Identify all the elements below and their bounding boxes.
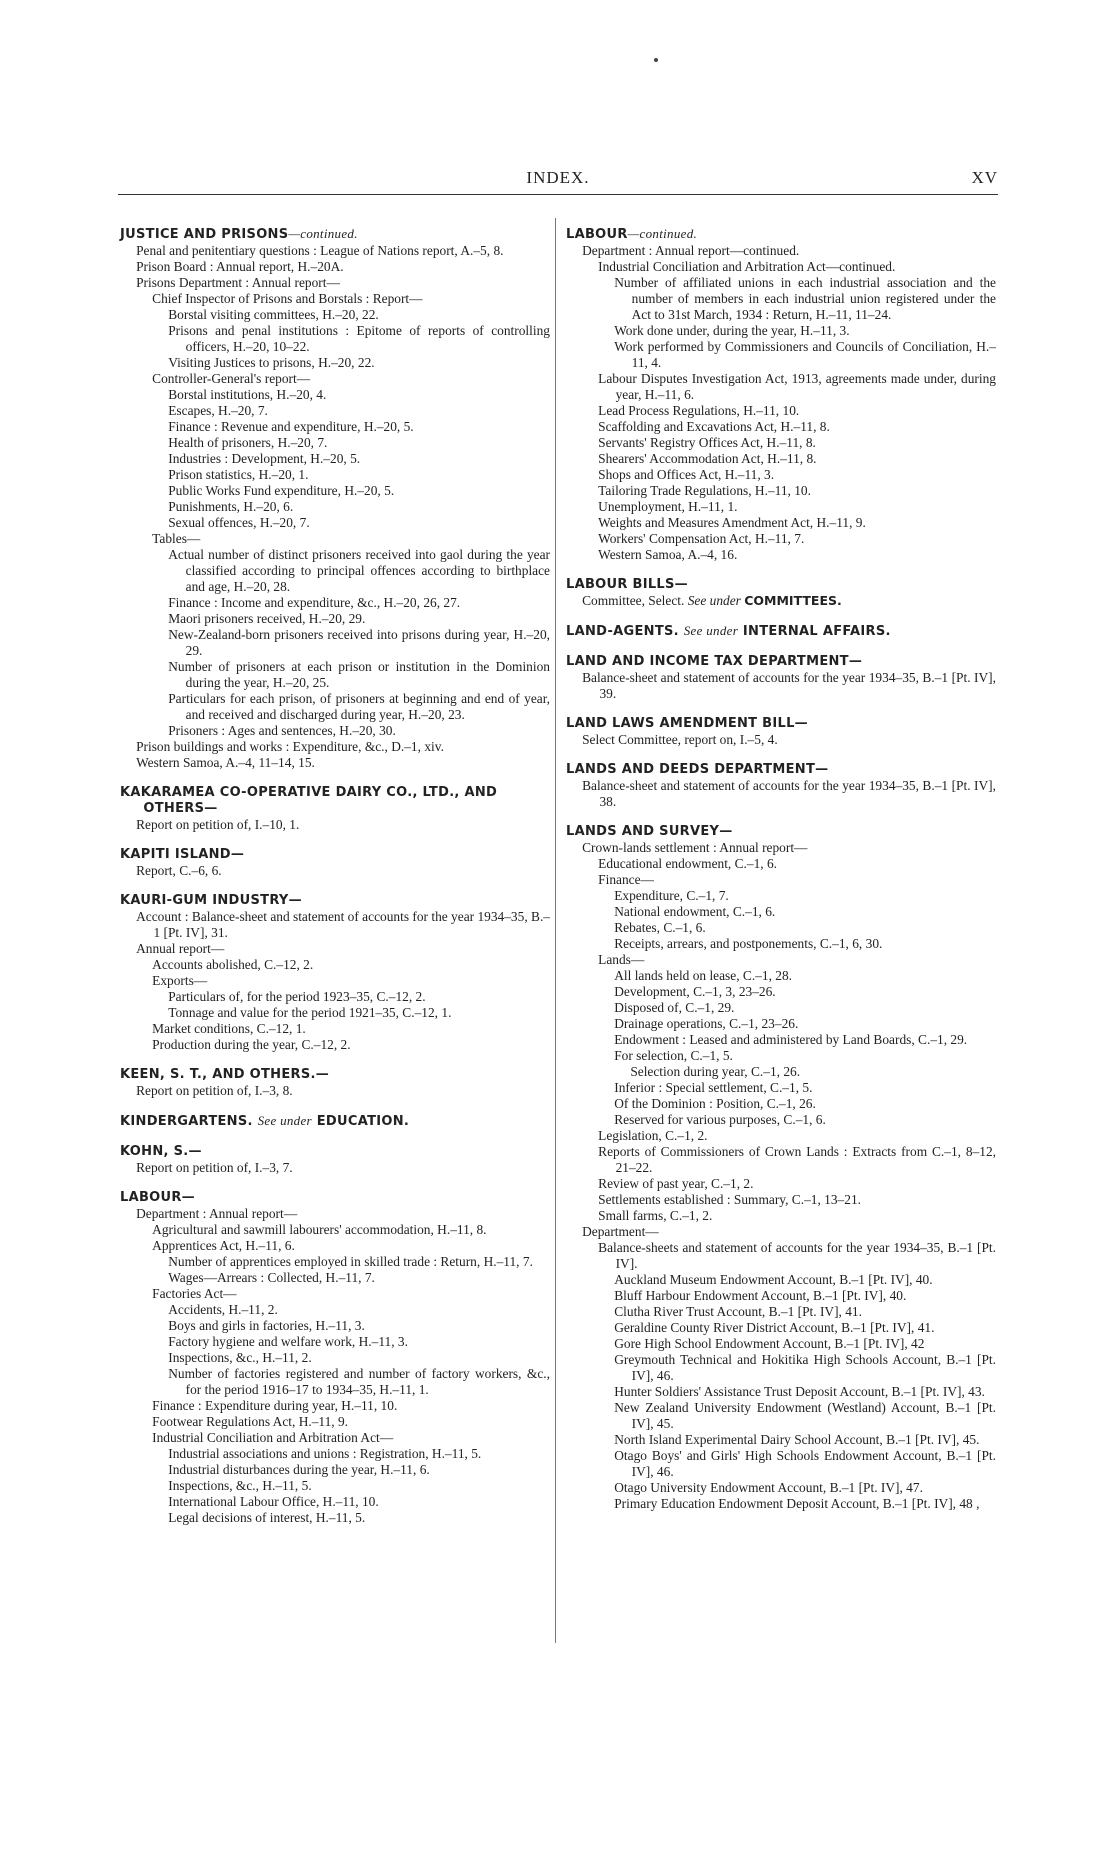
index-heading bbox=[566, 654, 996, 670]
entry-text: Hunter Soldiers' Assistance Trust Deposit Account, B.–1 [Pt. IV], 43. bbox=[614, 1384, 985, 1399]
entry-text: Report on petition of, I.–10, 1. bbox=[136, 817, 300, 832]
index-entry bbox=[168, 419, 550, 435]
entry-text: Department : Annual report— bbox=[136, 1206, 298, 1221]
index-entry bbox=[152, 1222, 550, 1238]
entry-text: International Labour Office, H.–11, 10. bbox=[168, 1494, 379, 1509]
entry-text: Finance— bbox=[598, 872, 654, 887]
entry-text: Primary Education Endowment Deposit Account, B.–1 [Pt. IV], 48 , bbox=[614, 1496, 980, 1511]
heading-text: KEEN, S. T., AND OTHERS.— bbox=[120, 1067, 330, 1082]
heading-text: LAND AND INCOME TAX DEPARTMENT— bbox=[566, 654, 863, 669]
index-entry bbox=[598, 451, 996, 467]
index-entry bbox=[168, 1366, 550, 1398]
heading-text: LABOUR— bbox=[120, 1190, 195, 1205]
entry-text: For selection, C.–1, 5. bbox=[614, 1048, 733, 1063]
entry-text: Receipts, arrears, and postponements, C.–1, 6, 30. bbox=[614, 936, 883, 951]
index-entry bbox=[168, 307, 550, 323]
entry-text: Work performed by Commissioners and Councils of Conciliation, H.–11, 4. bbox=[614, 339, 996, 370]
index-entry bbox=[168, 451, 550, 467]
entry-text: Of the Dominion : Position, C.–1, 26. bbox=[614, 1096, 816, 1111]
heading-text: LAND-AGENTS. bbox=[566, 624, 679, 639]
entry-text: Drainage operations, C.–1, 23–26. bbox=[614, 1016, 799, 1031]
page-number: XV bbox=[971, 168, 998, 187]
entry-text: Number of factories registered and number of factory workers, &c., for the period 1916–17 to 1934–35, H.–11, 1. bbox=[168, 1366, 550, 1397]
index-entry bbox=[614, 323, 996, 339]
entry-text: Rebates, C.–1, 6. bbox=[614, 920, 706, 935]
entry-text: Prison statistics, H.–20, 1. bbox=[168, 467, 309, 482]
stray-mark bbox=[654, 58, 658, 62]
index-entry bbox=[136, 275, 550, 291]
index-entry bbox=[168, 1350, 550, 1366]
index-entry bbox=[152, 957, 550, 973]
entry-text: All lands held on lease, C.–1, 28. bbox=[614, 968, 793, 983]
entry-text: Tables— bbox=[152, 531, 201, 546]
entry-text: Balance-sheet and statement of accounts for the year 1934–35, B.–1 [Pt. IV], 38. bbox=[582, 778, 996, 809]
index-heading bbox=[120, 1190, 550, 1206]
index-entry bbox=[168, 515, 550, 531]
index-entry bbox=[614, 1032, 996, 1048]
index-entry bbox=[168, 387, 550, 403]
entry-text: Work done under, during the year, H.–11, 3. bbox=[614, 323, 850, 338]
index-entry bbox=[614, 1016, 996, 1032]
index-entry bbox=[598, 371, 996, 403]
entry-text: Number of apprentices employed in skilled trade : Return, H.–11, 7. bbox=[168, 1254, 533, 1269]
entry-text: Apprentices Act, H.–11, 6. bbox=[152, 1238, 295, 1253]
index-entry bbox=[168, 1270, 550, 1286]
index-entry bbox=[168, 595, 550, 611]
index-entry bbox=[614, 1432, 996, 1448]
entry-text: Prisons and penal institutions : Epitome of reports of controlling officers, H.–20, 10–22. bbox=[168, 323, 550, 354]
index-entry bbox=[136, 755, 550, 771]
index-entry bbox=[598, 403, 996, 419]
entry-text: Shearers' Accommodation Act, H.–11, 8. bbox=[598, 451, 817, 466]
index-entry bbox=[152, 531, 550, 547]
entry-text: Agricultural and sawmill labourers' accommodation, H.–11, 8. bbox=[152, 1222, 487, 1237]
index-entry bbox=[168, 989, 550, 1005]
index-entry bbox=[168, 467, 550, 483]
entry-text: Controller-General's report— bbox=[152, 371, 311, 386]
entry-text: Department— bbox=[582, 1224, 659, 1239]
index-entry bbox=[136, 909, 550, 941]
heading-text: KINDERGARTENS. bbox=[120, 1114, 253, 1129]
index-heading bbox=[120, 1113, 550, 1130]
index-entry bbox=[168, 611, 550, 627]
page-header bbox=[118, 168, 998, 192]
index-entry bbox=[598, 1128, 996, 1144]
index-entry bbox=[168, 1478, 550, 1494]
index-entry bbox=[152, 1037, 550, 1053]
header-rule bbox=[118, 194, 998, 195]
entry-text: Wages—Arrears : Collected, H.–11, 7. bbox=[168, 1270, 375, 1285]
entry-text: Escapes, H.–20, 7. bbox=[168, 403, 268, 418]
entry-text: Western Samoa, A.–4, 11–14, 15. bbox=[136, 755, 315, 770]
entry-text: Punishments, H.–20, 6. bbox=[168, 499, 294, 514]
index-entry bbox=[614, 1496, 996, 1512]
index-heading bbox=[566, 577, 996, 593]
entry-text: Gore High School Endowment Account, B.–1 [Pt. IV], 42 bbox=[614, 1336, 925, 1351]
index-entry bbox=[136, 739, 550, 755]
entry-text: Report on petition of, I.–3, 7. bbox=[136, 1160, 293, 1175]
entry-text: Balance-sheets and statement of accounts for the year 1934–35, B.–1 [Pt. IV]. bbox=[598, 1240, 996, 1271]
index-entry bbox=[168, 1462, 550, 1478]
heading-text: LANDS AND DEEDS DEPARTMENT— bbox=[566, 762, 829, 777]
index-entry bbox=[598, 515, 996, 531]
index-heading bbox=[566, 623, 996, 640]
index-entry bbox=[614, 1352, 996, 1384]
index-entry bbox=[598, 259, 996, 275]
entry-text: Finance : Income and expenditure, &c., H.–20, 26, 27. bbox=[168, 595, 461, 610]
entry-text: Legislation, C.–1, 2. bbox=[598, 1128, 708, 1143]
entry-text: Actual number of distinct prisoners received into gaol during the year classified according to principal offences according to birthplace and age, H.–20, 28. bbox=[168, 547, 550, 594]
index-entry bbox=[168, 723, 550, 739]
index-entry bbox=[614, 1288, 996, 1304]
index-entry bbox=[614, 936, 996, 952]
heading-text: KAKARAMEA CO-OPERATIVE DAIRY CO., LTD., AND OTHERS— bbox=[120, 785, 498, 816]
entry-text: Bluff Harbour Endowment Account, B.–1 [Pt. IV], 40. bbox=[614, 1288, 907, 1303]
entry-text: Visiting Justices to prisons, H.–20, 22. bbox=[168, 355, 375, 370]
entry-text: Otago Boys' and Girls' High Schools Endowment Account, B.–1 [Pt. IV], 46. bbox=[614, 1448, 996, 1479]
entry-text: Weights and Measures Amendment Act, H.–11, 9. bbox=[598, 515, 866, 530]
index-entry bbox=[136, 817, 550, 833]
see-under-label: See under bbox=[687, 593, 741, 608]
index-entry bbox=[614, 1320, 996, 1336]
continued-label: —continued. bbox=[627, 226, 698, 241]
entry-text: Endowment : Leased and administered by Land Boards, C.–1, 29. bbox=[614, 1032, 968, 1047]
index-entry bbox=[168, 659, 550, 691]
entry-text: Lead Process Regulations, H.–11, 10. bbox=[598, 403, 800, 418]
index-entry bbox=[168, 1446, 550, 1462]
index-entry bbox=[168, 547, 550, 595]
entry-text: Industrial Conciliation and Arbitration Act— bbox=[152, 1430, 394, 1445]
entry-text: Market conditions, C.–12, 1. bbox=[152, 1021, 306, 1036]
index-entry bbox=[168, 323, 550, 355]
entry-text: Shops and Offices Act, H.–11, 3. bbox=[598, 467, 775, 482]
index-entry bbox=[168, 483, 550, 499]
index-entry bbox=[152, 1430, 550, 1446]
entry-text: Chief Inspector of Prisons and Borstals : Report— bbox=[152, 291, 423, 306]
index-entry bbox=[614, 1448, 996, 1480]
index-entry bbox=[598, 499, 996, 515]
entry-text: Western Samoa, A.–4, 16. bbox=[598, 547, 738, 562]
entry-text: Footwear Regulations Act, H.–11, 9. bbox=[152, 1414, 349, 1429]
entry-text: Unemployment, H.–11, 1. bbox=[598, 499, 738, 514]
entry-text: Industrial disturbances during the year, H.–11, 6. bbox=[168, 1462, 430, 1477]
entry-text: Geraldine County River District Account, B.–1 [Pt. IV], 41. bbox=[614, 1320, 935, 1335]
index-heading bbox=[120, 1144, 550, 1160]
entry-text: Boys and girls in factories, H.–11, 3. bbox=[168, 1318, 365, 1333]
index-entry bbox=[614, 904, 996, 920]
entry-text: Prisons Department : Annual report— bbox=[136, 275, 340, 290]
column-divider bbox=[555, 218, 556, 1643]
entry-text: Scaffolding and Excavations Act, H.–11, 8. bbox=[598, 419, 830, 434]
index-entry bbox=[168, 403, 550, 419]
index-entry bbox=[152, 291, 550, 307]
index-entry bbox=[136, 941, 550, 957]
index-entry bbox=[168, 1494, 550, 1510]
entry-text: Annual report— bbox=[136, 941, 225, 956]
index-entry bbox=[598, 856, 996, 872]
index-entry bbox=[152, 1238, 550, 1254]
index-entry bbox=[168, 1254, 550, 1270]
index-entry bbox=[614, 1336, 996, 1352]
index-entry bbox=[152, 1398, 550, 1414]
entry-text: Particulars of, for the period 1923–35, C.–12, 2. bbox=[168, 989, 426, 1004]
index-entry bbox=[614, 920, 996, 936]
index-entry bbox=[168, 627, 550, 659]
entry-text: Number of affiliated unions in each industrial association and the number of members in each industrial union registered under the Act to 31st March, 1934 : Return, H.–11, 11–24. bbox=[614, 275, 996, 322]
entry-text: Inferior : Special settlement, C.–1, 5. bbox=[614, 1080, 813, 1095]
entry-text: Maori prisoners received, H.–20, 29. bbox=[168, 611, 366, 626]
index-entry bbox=[614, 275, 996, 323]
index-entry bbox=[168, 691, 550, 723]
index-entry bbox=[582, 670, 996, 702]
index-entry bbox=[614, 1000, 996, 1016]
index-entry bbox=[598, 1192, 996, 1208]
index-entry bbox=[168, 1318, 550, 1334]
index-entry bbox=[136, 863, 550, 879]
index-heading bbox=[120, 893, 550, 909]
entry-text: National endowment, C.–1, 6. bbox=[614, 904, 776, 919]
entry-text: Borstal visiting committees, H.–20, 22. bbox=[168, 307, 379, 322]
left-column bbox=[120, 226, 550, 1526]
entry-text: Review of past year, C.–1, 2. bbox=[598, 1176, 754, 1191]
index-entry bbox=[614, 984, 996, 1000]
index-entry bbox=[598, 1208, 996, 1224]
index-entry bbox=[598, 483, 996, 499]
entry-text: Finance : Revenue and expenditure, H.–20, 5. bbox=[168, 419, 414, 434]
entry-text: Department : Annual report—continued. bbox=[582, 243, 800, 258]
index-entry bbox=[136, 243, 550, 259]
entry-text: Accounts abolished, C.–12, 2. bbox=[152, 957, 314, 972]
index-entry bbox=[152, 1414, 550, 1430]
index-heading bbox=[566, 716, 996, 732]
entry-text: Balance-sheet and statement of accounts for the year 1934–35, B.–1 [Pt. IV], 39. bbox=[582, 670, 996, 701]
index-entry bbox=[614, 968, 996, 984]
entry-text: Labour Disputes Investigation Act, 1913, agreements made under, during year, H.–11, 6. bbox=[598, 371, 996, 402]
entry-text: Account : Balance-sheet and statement of accounts for the year 1934–35, B.–1 [Pt. IV], 31. bbox=[136, 909, 550, 940]
entry-text: Inspections, &c., H.–11, 2. bbox=[168, 1350, 312, 1365]
cross-reference: INTERNAL AFFAIRS. bbox=[742, 624, 891, 639]
index-entry bbox=[614, 1400, 996, 1432]
index-entry bbox=[598, 1240, 996, 1272]
index-heading bbox=[120, 847, 550, 863]
entry-text: Tonnage and value for the period 1921–35, C.–12, 1. bbox=[168, 1005, 452, 1020]
entry-text: Disposed of, C.–1, 29. bbox=[614, 1000, 735, 1015]
index-entry bbox=[168, 1334, 550, 1350]
heading-text: KAPITI ISLAND— bbox=[120, 847, 245, 862]
index-heading bbox=[120, 226, 550, 243]
entry-text: Settlements established : Summary, C.–1, 13–21. bbox=[598, 1192, 861, 1207]
entry-text: New-Zealand-born prisoners received into prisons during year, H.–20, 29. bbox=[168, 627, 550, 658]
index-entry bbox=[614, 339, 996, 371]
entry-text: Report on petition of, I.–3, 8. bbox=[136, 1083, 293, 1098]
entry-text: Auckland Museum Endowment Account, B.–1 [Pt. IV], 40. bbox=[614, 1272, 933, 1287]
entry-text: Accidents, H.–11, 2. bbox=[168, 1302, 278, 1317]
index-entry bbox=[168, 1510, 550, 1526]
page-title: INDEX. bbox=[526, 168, 590, 187]
index-entry bbox=[630, 1064, 996, 1080]
index-entry bbox=[152, 371, 550, 387]
index-entry bbox=[614, 1480, 996, 1496]
index-entry bbox=[168, 1005, 550, 1021]
see-under-label: See under bbox=[257, 1113, 312, 1128]
index-entry bbox=[152, 1286, 550, 1302]
index-entry bbox=[598, 872, 996, 888]
index-entry bbox=[168, 499, 550, 515]
index-entry bbox=[136, 1206, 550, 1222]
entry-text: Prisoners : Ages and sentences, H.–20, 30. bbox=[168, 723, 396, 738]
entry-text: New Zealand University Endowment (Westland) Account, B.–1 [Pt. IV], 45. bbox=[614, 1400, 996, 1431]
index-entry bbox=[614, 1080, 996, 1096]
index-entry bbox=[582, 593, 996, 609]
heading-text: LABOUR bbox=[566, 227, 628, 242]
index-entry bbox=[614, 1112, 996, 1128]
cross-reference: COMMITTEES. bbox=[744, 593, 842, 608]
index-entry bbox=[582, 778, 996, 810]
index-entry bbox=[614, 1096, 996, 1112]
index-heading bbox=[566, 762, 996, 778]
entry-text: Select Committee, report on, I.–5, 4. bbox=[582, 732, 778, 747]
entry-text: Expenditure, C.–1, 7. bbox=[614, 888, 729, 903]
entry-text: Greymouth Technical and Hokitika High Schools Account, B.–1 [Pt. IV], 46. bbox=[614, 1352, 996, 1383]
index-entry bbox=[136, 1160, 550, 1176]
entry-text: Inspections, &c., H.–11, 5. bbox=[168, 1478, 312, 1493]
cross-reference: EDUCATION. bbox=[316, 1114, 410, 1129]
entry-text: Borstal institutions, H.–20, 4. bbox=[168, 387, 327, 402]
index-entry bbox=[168, 1302, 550, 1318]
index-entry bbox=[152, 973, 550, 989]
entry-text: Prison Board : Annual report, H.–20A. bbox=[136, 259, 344, 274]
index-entry bbox=[598, 1176, 996, 1192]
index-heading bbox=[120, 1067, 550, 1083]
entry-text: Sexual offences, H.–20, 7. bbox=[168, 515, 310, 530]
index-entry bbox=[598, 547, 996, 563]
heading-text: LABOUR BILLS— bbox=[566, 577, 688, 592]
index-entry bbox=[614, 1272, 996, 1288]
entry-text: Production during the year, C.–12, 2. bbox=[152, 1037, 351, 1052]
entry-text: Otago University Endowment Account, B.–1 [Pt. IV], 47. bbox=[614, 1480, 923, 1495]
entry-text: Educational endowment, C.–1, 6. bbox=[598, 856, 778, 871]
index-entry bbox=[598, 467, 996, 483]
entry-text: Clutha River Trust Account, B.–1 [Pt. IV], 41. bbox=[614, 1304, 862, 1319]
index-heading bbox=[566, 824, 996, 840]
entry-text: Exports— bbox=[152, 973, 208, 988]
entry-text: Health of prisoners, H.–20, 7. bbox=[168, 435, 328, 450]
entry-text: North Island Experimental Dairy School Account, B.–1 [Pt. IV], 45. bbox=[614, 1432, 980, 1447]
entry-text: Legal decisions of interest, H.–11, 5. bbox=[168, 1510, 366, 1525]
heading-text: LAND LAWS AMENDMENT BILL— bbox=[566, 716, 808, 731]
index-entry bbox=[582, 732, 996, 748]
entry-text: Factories Act— bbox=[152, 1286, 237, 1301]
index-entry bbox=[582, 1224, 996, 1240]
index-entry bbox=[598, 531, 996, 547]
see-under-label: See under bbox=[683, 623, 739, 638]
index-entry bbox=[614, 888, 996, 904]
entry-text: Industrial Conciliation and Arbitration Act—continued. bbox=[598, 259, 896, 274]
entry-text: Reserved for various purposes, C.–1, 6. bbox=[614, 1112, 826, 1127]
index-entry bbox=[598, 1144, 996, 1176]
entry-text: Development, C.–1, 3, 23–26. bbox=[614, 984, 776, 999]
continued-label: —continued. bbox=[288, 226, 358, 241]
entry-text: Particulars for each prison, of prisoners at beginning and end of year, and received and discharged during year, H.–20, 23. bbox=[168, 691, 550, 722]
entry-text: Committee, Select. bbox=[582, 593, 685, 608]
heading-text: KAURI-GUM INDUSTRY— bbox=[120, 893, 302, 908]
entry-text: Prison buildings and works : Expenditure, &c., D.–1, xiv. bbox=[136, 739, 444, 754]
entry-text: Industries : Development, H.–20, 5. bbox=[168, 451, 361, 466]
index-heading bbox=[120, 785, 550, 817]
entry-text: Small farms, C.–1, 2. bbox=[598, 1208, 713, 1223]
index-entry bbox=[614, 1384, 996, 1400]
index-entry bbox=[168, 355, 550, 371]
index-entry bbox=[136, 259, 550, 275]
index-entry bbox=[168, 435, 550, 451]
right-column bbox=[566, 226, 996, 1512]
index-entry bbox=[614, 1304, 996, 1320]
entry-text: Public Works Fund expenditure, H.–20, 5. bbox=[168, 483, 395, 498]
index-entry bbox=[582, 243, 996, 259]
index-entry bbox=[598, 419, 996, 435]
index-heading bbox=[566, 226, 996, 243]
entry-text: Servants' Registry Offices Act, H.–11, 8. bbox=[598, 435, 816, 450]
index-entry bbox=[582, 840, 996, 856]
entry-text: Number of prisoners at each prison or institution in the Dominion during the year, H.–20, 25. bbox=[168, 659, 550, 690]
entry-text: Crown-lands settlement : Annual report— bbox=[582, 840, 808, 855]
entry-text: Finance : Expenditure during year, H.–11, 10. bbox=[152, 1398, 398, 1413]
index-entry bbox=[614, 1048, 996, 1064]
entry-text: Industrial associations and unions : Registration, H.–11, 5. bbox=[168, 1446, 482, 1461]
index-entry bbox=[598, 952, 996, 968]
entry-text: Lands— bbox=[598, 952, 645, 967]
index-entry bbox=[136, 1083, 550, 1099]
heading-text: LANDS AND SURVEY— bbox=[566, 824, 733, 839]
index-entry bbox=[152, 1021, 550, 1037]
entry-text: Factory hygiene and welfare work, H.–11, 3. bbox=[168, 1334, 408, 1349]
entry-text: Penal and penitentiary questions : League of Nations report, A.–5, 8. bbox=[136, 243, 504, 258]
entry-text: Reports of Commissioners of Crown Lands : Extracts from C.–1, 8–12, 21–22. bbox=[598, 1144, 996, 1175]
entry-text: Selection during year, C.–1, 26. bbox=[630, 1064, 801, 1079]
entry-text: Workers' Compensation Act, H.–11, 7. bbox=[598, 531, 805, 546]
entry-text: Tailoring Trade Regulations, H.–11, 10. bbox=[598, 483, 811, 498]
heading-text: JUSTICE AND PRISONS bbox=[120, 227, 289, 242]
index-entry bbox=[598, 435, 996, 451]
entry-text: Report, C.–6, 6. bbox=[136, 863, 222, 878]
heading-text: KOHN, S.— bbox=[120, 1144, 202, 1159]
